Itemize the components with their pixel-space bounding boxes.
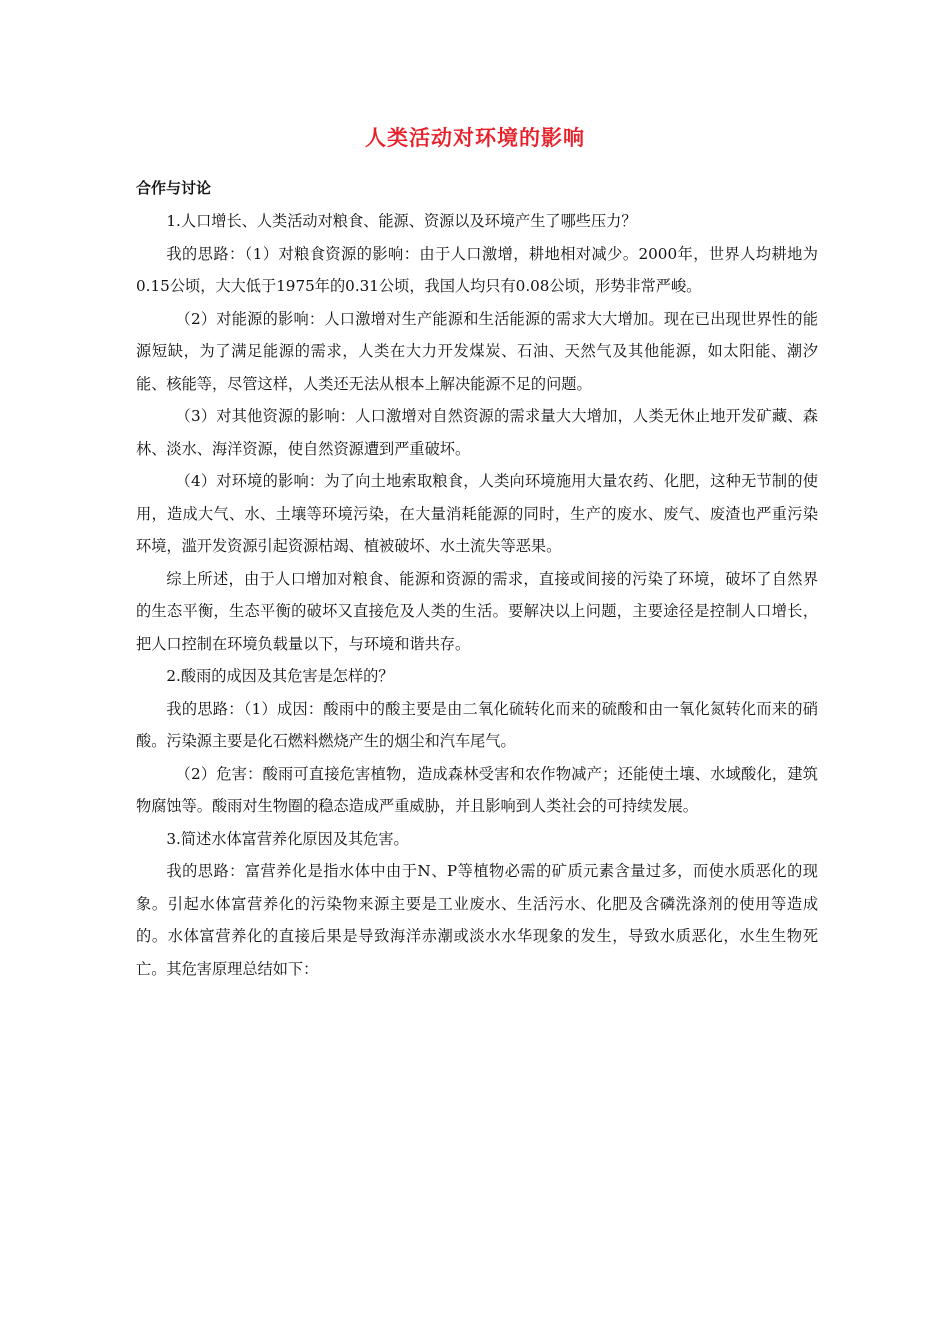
question-1: 1.人口增长、人类活动对粮食、能源、资源以及环境产生了哪些压力？ (166, 212, 637, 230)
answer-paragraph: 我的思路：富营养化是指水体中由于N、P等植物必需的矿质元素含量过多，而使水质恶化的现象。引起水体富营养化的污染物来源主要是工业废水、生活污水、化肥及含磷洗涤剂的使用等造成的。水体富营养化的直接后果是导致海洋赤潮或淡水水华现象的发生，导致水质恶化，水生生物死亡。其危害原理总结如下： (136, 862, 818, 978)
summary-paragraph: 综上所述，由于人口增加对粮食、能源和资源的需求，直接或间接的污染了环境，破坏了自然界的生态平衡，生态平衡的破坏又直接危及人类的生活。要解决以上问题，主要途径是控制人口增长，把人口控制在环境负载量以下，与环境和谐共存。 (136, 569, 818, 653)
answer-paragraph: 我的思路：（1）对粮食资源的影响：由于人口激增，耕地相对减少。2000年，世界人均耕地为0.15公顷，大大低于1975年的0.31公顷，我国人均只有0.08公顷，形势非常严峻。 (136, 244, 818, 295)
document-title: 人类活动对环境的影响 (365, 126, 585, 150)
answer-paragraph: 我的思路：（1）成因：酸雨中的酸主要是由二氧化硫转化而来的硫酸和由一氧化氮转化而来的硝酸。污染源主要是化石燃料燃烧产生的烟尘和汽车尾气。 (136, 699, 818, 750)
section-heading: 合作与讨论 (136, 179, 212, 197)
question-3: 3.简述水体富营养化原因及其危害。 (166, 829, 409, 848)
answer-paragraph: （2）对能源的影响：人口激增对生产能源和生活能源的需求大大增加。现在已出现世界性的能源短缺，为了满足能源的需求，人类在大力开发煤炭、石油、天然气及其他能源，如太阳能、潮汐能、核能等，尽管这样，人类还无法从根本上解决能源不足的问题。 (136, 309, 818, 393)
answer-paragraph: （4）对环境的影响：为了向土地索取粮食，人类向环境施用大量农药、化肥，这种无节制的使用，造成大气、水、土壤等环境污染，在大量消耗能源的同时，生产的废水、废气、废渣也严重污染环境，滥开发资源引起资源枯竭、植被破坏、水土流失等恶果。 (136, 472, 818, 555)
answer-paragraph: （2）危害：酸雨可直接危害植物，造成森林受害和农作物减产；还能使土壤、水域酸化，建筑物腐蚀等。酸雨对生物圈的稳态造成严重威胁，并且影响到人类社会的可持续发展。 (136, 764, 818, 815)
answer-paragraph: （3）对其他资源的影响：人口激增对自然资源的需求量大大增加，人类无休止地开发矿藏、森林、淡水、海洋资源，使自然资源遭到严重破坏。 (136, 407, 818, 458)
question-2: 2.酸雨的成因及其危害是怎样的？ (166, 667, 394, 685)
document-body (136, 205, 818, 985)
